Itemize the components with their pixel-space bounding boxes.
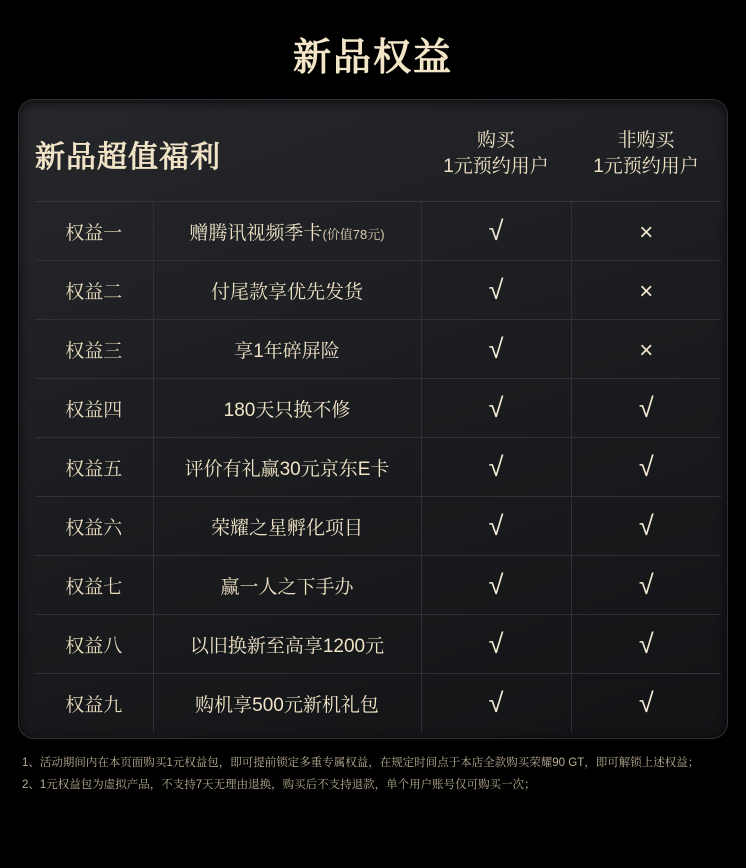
check-icon: √	[638, 569, 654, 600]
row-mark-nonbuy	[571, 202, 721, 261]
row-benefit-desc	[153, 261, 421, 320]
row-benefit-name: 权益六	[35, 497, 153, 556]
check-icon: √	[638, 451, 654, 482]
page-title: 新品权益	[292, 37, 453, 79]
table-row	[35, 438, 721, 497]
row-benefit-desc-text: 180天只换不修	[223, 399, 351, 421]
row-benefit-desc	[153, 202, 421, 261]
row-benefit-desc-text: 购机享500元新机礼包	[195, 694, 379, 716]
row-mark-buy	[421, 261, 571, 320]
row-mark-buy	[421, 674, 571, 733]
row-benefit-desc	[153, 379, 421, 438]
row-benefit-desc-note: (价值78元)	[322, 226, 385, 242]
table-row	[35, 556, 721, 615]
check-icon: √	[488, 392, 504, 423]
row-benefit-name: 权益九	[35, 674, 153, 733]
check-icon: √	[488, 569, 504, 600]
row-benefit-desc-text: 评价有礼赢30元京东E卡	[184, 458, 390, 480]
row-benefit-desc-text: 荣耀之星孵化项目	[210, 517, 363, 539]
row-mark-nonbuy	[571, 379, 721, 438]
benefits-card	[18, 99, 728, 739]
row-benefit-desc-text: 赠腾讯视频季卡	[189, 222, 323, 244]
row-benefit-desc	[153, 615, 421, 674]
check-icon: √	[488, 451, 504, 482]
row-benefit-name: 权益七	[35, 556, 153, 615]
row-mark-nonbuy	[571, 497, 721, 556]
row-mark-nonbuy	[571, 261, 721, 320]
check-icon: √	[488, 333, 504, 364]
check-icon: √	[638, 687, 654, 718]
check-icon: √	[488, 510, 504, 541]
row-benefit-desc-text: 享1年碎屏险	[234, 340, 340, 362]
row-mark-nonbuy	[571, 674, 721, 733]
cross-icon: ×	[639, 336, 654, 364]
column-header-buy-line2: 1元预约用户	[443, 155, 549, 177]
row-mark-nonbuy	[571, 556, 721, 615]
table-row	[35, 261, 721, 320]
terms-note-1: 1、活动期间内在本页面购买1元权益包，即可提前锁定多重专属权益，在规定时间点于本店全款购买荣耀90 GT，即可解锁上述权益；	[22, 757, 700, 770]
row-benefit-name: 权益八	[35, 615, 153, 674]
row-benefit-desc	[153, 556, 421, 615]
column-header-nonbuy-line2: 1元预约用户	[593, 155, 699, 177]
table-row	[35, 202, 721, 261]
table-row	[35, 320, 721, 379]
table-title: 新品超值福利	[35, 110, 421, 202]
benefits-table	[35, 110, 721, 732]
row-mark-buy	[421, 556, 571, 615]
row-benefit-desc	[153, 497, 421, 556]
table-row	[35, 379, 721, 438]
check-icon: √	[488, 274, 504, 305]
row-benefit-name: 权益一	[35, 202, 153, 261]
row-mark-buy	[421, 320, 571, 379]
check-icon: √	[638, 628, 654, 659]
row-mark-nonbuy	[571, 438, 721, 497]
check-icon: √	[488, 215, 504, 246]
table-header-row	[35, 110, 721, 202]
row-benefit-name: 权益三	[35, 320, 153, 379]
terms-note-2: 2、1元权益包为虚拟产品，不支持7天无理由退换，购买后不支持退款，单个用户账号仅可购买一次；	[22, 779, 536, 792]
row-mark-buy	[421, 615, 571, 674]
table-row	[35, 615, 721, 674]
row-benefit-desc-text: 以旧换新至高享1200元	[189, 635, 385, 657]
row-benefit-desc-text: 付尾款享优先发货	[210, 281, 363, 303]
cross-icon: ×	[639, 277, 654, 305]
column-header-buy	[421, 110, 571, 202]
column-header-buy-line1: 购买	[476, 130, 515, 151]
row-benefit-desc	[153, 674, 421, 733]
table-row	[35, 674, 721, 733]
check-icon: √	[488, 687, 504, 718]
row-mark-nonbuy	[571, 320, 721, 379]
row-benefit-name: 权益五	[35, 438, 153, 497]
check-icon: √	[488, 628, 504, 659]
row-benefit-desc	[153, 438, 421, 497]
row-benefit-desc	[153, 320, 421, 379]
row-benefit-name: 权益二	[35, 261, 153, 320]
cross-icon: ×	[639, 218, 654, 246]
terms-notes	[0, 739, 746, 797]
table-row	[35, 497, 721, 556]
column-header-nonbuy-line1: 非购买	[617, 130, 675, 151]
row-mark-buy	[421, 497, 571, 556]
row-benefit-desc-text: 赢一人之下手办	[220, 576, 354, 598]
benefits-table-body	[35, 202, 721, 733]
row-benefit-name: 权益四	[35, 379, 153, 438]
row-mark-buy	[421, 379, 571, 438]
row-mark-nonbuy	[571, 615, 721, 674]
row-mark-buy	[421, 438, 571, 497]
check-icon: √	[638, 510, 654, 541]
check-icon: √	[638, 392, 654, 423]
row-mark-buy	[421, 202, 571, 261]
column-header-nonbuy	[571, 110, 721, 202]
